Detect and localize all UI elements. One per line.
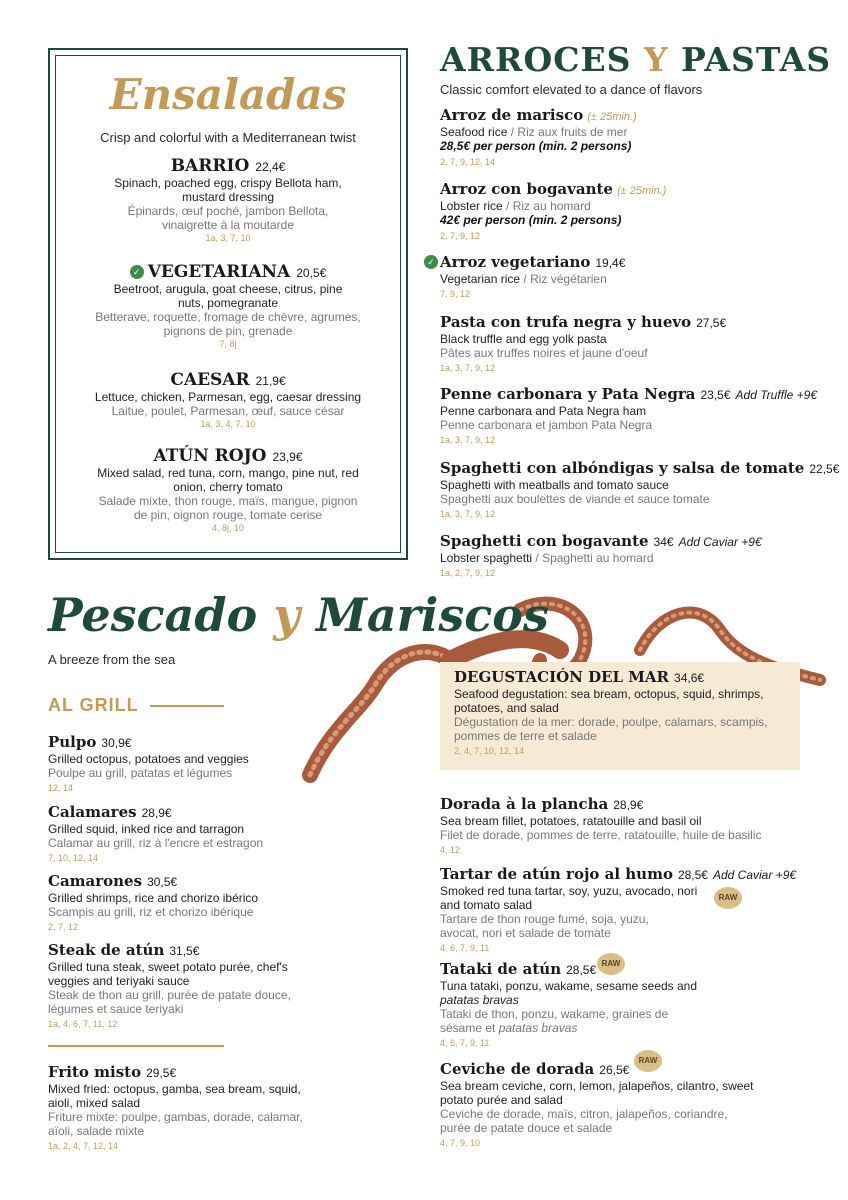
item-name: CAESAR xyxy=(170,370,250,390)
item-allergens: 4, 6, 7, 9, 11 xyxy=(440,943,490,953)
item-allergens: 1a, 3, 7, 10 xyxy=(205,233,251,243)
item-price: 28,9€ xyxy=(141,806,172,820)
pescado-subtitle: A breeze from the sea xyxy=(48,652,176,667)
item-note: (± 25min.) xyxy=(587,111,637,123)
item-description-en: Seafood rice xyxy=(440,125,508,139)
item-price: 20,5€ xyxy=(296,266,327,280)
grill-heading: AL GRILL xyxy=(48,695,139,715)
grill-heading-rule xyxy=(150,705,224,707)
item-name: Camarones xyxy=(48,872,143,890)
item-description-fr: Spaghetti au homard xyxy=(542,551,654,565)
item-allergens: 4, 7, 9, 10 xyxy=(440,1138,481,1148)
item-price: 28,5€ xyxy=(677,868,708,882)
tentacle-left xyxy=(310,652,450,775)
item-description-fr: Épinards, œuf poché, jambon Bellota, vinaigrette à la moutarde xyxy=(127,204,329,232)
menu-item-arroz-bogavante xyxy=(440,180,820,243)
menu-item-penne-carbonara xyxy=(440,385,840,447)
ensaladas-inner-frame xyxy=(55,55,401,553)
item-price: 30,9€ xyxy=(101,736,132,750)
item-description-en: Beetroot, arugula, goat cheese, citrus, pine nuts, pomegranate xyxy=(113,282,343,310)
menu-item-camarones xyxy=(48,872,318,934)
item-description-en: Grilled squid, inked rice and tarragon xyxy=(48,822,245,836)
item-description-fr: Penne carbonara et jambon Pata Negra xyxy=(440,418,653,432)
item-allergens: 12, 14 xyxy=(48,783,74,793)
item-name: Penne carbonara y Pata Negra xyxy=(440,385,696,403)
item-description-fr: Riz aux fruits de mer xyxy=(517,125,628,139)
item-description-fr: Spaghetti aux boulettes de viande et sauce tomate xyxy=(440,492,710,506)
menu-item-arroz-vegetariano xyxy=(424,253,824,301)
ensaladas-section xyxy=(48,48,408,560)
item-price: 27,5€ xyxy=(696,316,727,330)
item-description-en: Tuna tataki, ponzu, wakame, sesame seeds and xyxy=(440,979,698,993)
item-description-en: Penne carbonara and Pata Negra ham xyxy=(440,404,647,418)
separator: / xyxy=(532,551,543,565)
menu-item-degustacion xyxy=(454,668,784,758)
menu-item-spaghetti-bogavante xyxy=(440,532,840,580)
separator: / xyxy=(520,272,531,286)
menu-item-spaghetti-albondigas xyxy=(440,459,840,521)
item-price: 23,5€ xyxy=(700,388,731,402)
item-allergens: 1a, 3, 4, 7, 10 xyxy=(200,419,256,429)
item-allergens: 1a, 3, 7, 9, 12 xyxy=(440,509,496,519)
pescado-title-y: y xyxy=(273,588,300,642)
item-allergens: 2, 7, 12 xyxy=(48,922,79,932)
item-description-fr: Riz au homard xyxy=(512,199,591,213)
vegetarian-icon: ✓ xyxy=(130,265,144,279)
item-allergens: 1a, 3, 7, 9, 12 xyxy=(440,363,496,373)
item-name: DEGUSTACIÓN DEL MAR xyxy=(454,668,670,686)
item-description-fr: Dégustation de la mer: dorade, poulpe, calamars, scampis, pommes de terre et salade xyxy=(454,715,768,743)
item-name: Tataki de atún xyxy=(440,960,562,978)
separator: / xyxy=(507,125,518,139)
item-allergens: 1a, 4, 6, 7, 11, 12 xyxy=(48,1019,118,1029)
item-price: 31,5€ xyxy=(169,944,200,958)
arroces-title xyxy=(440,40,831,79)
item-description-fr: Betterave, roquette, fromage de chèvre, agrumes, pignons de pin, grenade xyxy=(95,310,361,338)
item-description-fr: Calamar au grill, riz à l'encre et estragon xyxy=(48,836,264,850)
item-name: ATÚN ROJO xyxy=(153,446,267,466)
item-allergens: 4, 6, 7, 9, 11 xyxy=(440,1038,490,1048)
item-name: Spaghetti con albóndigas y salsa de tomate xyxy=(440,459,805,477)
item-description-fr: Poulpe au grill, patatas et légumes xyxy=(48,766,233,780)
degustacion-box xyxy=(440,662,800,770)
menu-item-caesar xyxy=(66,370,390,431)
item-description-en: Spaghetti with meatballs and tomato sauce xyxy=(440,478,669,492)
item-name: Arroz con bogavante xyxy=(440,180,613,198)
pescado-title xyxy=(48,588,549,642)
arroces-subtitle: Classic comfort elevated to a dance of flavors xyxy=(440,82,703,97)
item-description-en: Grilled octopus, potatoes and veggies xyxy=(48,752,249,766)
menu-item-barrio xyxy=(66,156,390,245)
menu-item-dorada xyxy=(440,795,820,857)
item-price: 28,5€ xyxy=(566,963,597,977)
item-description-fr: Friture mixte: poulpe, gambas, dorade, calamar, aïoli, salade mixte xyxy=(48,1110,303,1138)
item-description-fr-italic: patatas bravas xyxy=(498,1021,578,1035)
item-name: VEGETARIANA xyxy=(147,262,291,282)
item-description-en: Grilled tuna steak, sweet potato purée, chef's veggies and teriyaki sauce xyxy=(48,960,288,988)
item-description-en: Seafood degustation: sea bream, octopus, squid, shrimps, potatoes, and salad xyxy=(454,687,764,715)
raw-badge: RAW xyxy=(597,953,625,975)
item-price: 23,9€ xyxy=(272,450,303,464)
menu-item-calamares xyxy=(48,803,318,865)
item-name: BARRIO xyxy=(170,156,250,176)
item-name: Pulpo xyxy=(48,733,97,751)
ensaladas-title: Ensaladas xyxy=(109,70,347,119)
item-allergens: 1a, 2, 4, 7, 12, 14 xyxy=(48,1141,119,1151)
item-price-note: 28,5€ per person (min. 2 persons) xyxy=(440,139,632,153)
item-description-en: Black truffle and egg yolk pasta xyxy=(440,332,607,346)
raw-badge: RAW xyxy=(714,887,742,909)
item-allergens: 4, 8j, 10 xyxy=(211,523,245,533)
item-description-en: Spinach, poached egg, crispy Bellota ham, mustard dressing xyxy=(114,176,342,204)
item-allergens: 7, 9, 12 xyxy=(440,289,471,299)
item-name: Arroz vegetariano xyxy=(440,253,591,271)
item-extra: Add Caviar +9€ xyxy=(678,535,762,549)
item-name: Pasta con trufa negra y huevo xyxy=(440,313,692,331)
separator: / xyxy=(502,199,513,213)
menu-item-tartar-atun xyxy=(440,865,820,955)
menu-item-atun-rojo xyxy=(66,446,390,535)
item-description-en: Smoked red tuna tartar, soy, yuzu, avocado, nori and tomato salad xyxy=(440,884,698,912)
item-extra: Add Truffle +9€ xyxy=(735,388,818,402)
menu-item-steak-atun xyxy=(48,941,298,1031)
menu-item-vegetariana xyxy=(66,262,390,351)
item-allergens: 7, 8j xyxy=(219,339,237,349)
item-allergens: 2, 7, 9, 12, 14 xyxy=(440,157,496,167)
item-price: 22,4€ xyxy=(255,160,286,174)
menu-item-pasta-trufa xyxy=(440,313,830,375)
item-description-en: Grilled shrimps, rice and chorizo ibérico xyxy=(48,891,259,905)
item-price: 21,9€ xyxy=(255,374,286,388)
pescado-title-part: Pescado xyxy=(48,588,258,642)
item-name: Dorada à la plancha xyxy=(440,795,609,813)
menu-item-arroz-marisco xyxy=(440,106,820,169)
item-name: Calamares xyxy=(48,803,137,821)
item-description-fr: Tartare de thon rouge fumé, soja, yuzu, avocat, nori et salade de tomate xyxy=(440,912,649,940)
item-description-fr: Riz végétarien xyxy=(530,272,607,286)
item-price: 29,5€ xyxy=(146,1066,177,1080)
item-description-fr: Pâtes aux truffes noires et jaune d'oeuf xyxy=(440,346,648,360)
item-name: Spaghetti con bogavante xyxy=(440,532,649,550)
item-allergens: 2, 4, 7, 10, 12, 14 xyxy=(454,746,525,756)
frito-divider xyxy=(48,1045,224,1047)
item-note: (± 25min.) xyxy=(616,185,667,197)
item-allergens: 7, 10, 12, 14 xyxy=(48,853,99,863)
item-description-en: Sea bream ceviche, corn, lemon, jalapeños, cilantro, sweet potato purée and salad xyxy=(440,1079,754,1107)
item-extra: Add Caviar +9€ xyxy=(712,868,797,882)
arroces-title-part: PASTAS xyxy=(668,40,832,79)
item-price: 30,5€ xyxy=(147,875,178,889)
item-description-en: Lobster spaghetti xyxy=(440,551,533,565)
arroces-title-y: Y xyxy=(643,40,669,79)
raw-badge: RAW xyxy=(634,1050,662,1072)
menu-item-frito-misto xyxy=(48,1063,303,1153)
item-description-en: Mixed fried: octopus, gamba, sea bream, squid, aioli, mixed salad xyxy=(48,1082,301,1110)
item-description-fr: Steak de thon au grill, purée de patate douce, légumes et sauce teriyaki xyxy=(48,988,291,1016)
item-description-en: Lobster rice xyxy=(440,199,503,213)
item-description-en: Sea bream fillet, potatoes, ratatouille and basil oil xyxy=(440,814,702,828)
item-name: Tartar de atún rojo al humo xyxy=(440,865,673,883)
item-price: 22,5€ xyxy=(809,462,840,476)
item-price: 19,4€ xyxy=(595,256,626,270)
item-description-en-italic: patatas bravas xyxy=(440,993,519,1007)
item-description-fr: Scampis au grill, riz et chorizo ibérique xyxy=(48,905,254,919)
item-price-note: 42€ per person (min. 2 persons) xyxy=(440,213,622,227)
item-price: 26,5€ xyxy=(599,1063,630,1077)
item-description-fr: Tataki de thon, ponzu, wakame, graines de sésame et xyxy=(440,1007,669,1035)
item-name: Frito misto xyxy=(48,1063,142,1081)
item-allergens: 2, 7, 9, 12 xyxy=(440,231,481,241)
item-description-fr: Ceviche de dorade, maïs, citron, jalapeños, coriandre, purée de patate douce et salade xyxy=(440,1107,728,1135)
item-name: Steak de atún xyxy=(48,941,165,959)
item-description-fr: Laitue, poulet, Parmesan, œuf, sauce césar xyxy=(111,404,345,418)
item-allergens: 1a, 3, 7, 9, 12 xyxy=(440,435,496,445)
item-description-en: Mixed salad, red tuna, corn, mango, pine nut, red onion, cherry tomato xyxy=(97,466,359,494)
item-name: Ceviche de dorada xyxy=(440,1060,595,1078)
item-description-en: Vegetarian rice xyxy=(440,272,521,286)
item-price: 28,9€ xyxy=(613,798,644,812)
menu-item-ceviche xyxy=(440,1060,820,1150)
item-description-fr: Salade mixte, thon rouge, maïs, mangue, pignon de pin, oignon rouge, tomate cerise xyxy=(98,494,358,522)
menu-item-tataki-atun xyxy=(440,960,820,1050)
item-allergens: 4, 12 xyxy=(440,845,461,855)
menu-item-pulpo xyxy=(48,733,318,795)
item-description-en: Lettuce, chicken, Parmesan, egg, caesar dressing xyxy=(94,390,362,404)
item-description-fr: Filet de dorade, pommes de terre, ratatouille, huile de basilic xyxy=(440,828,762,842)
item-allergens: 1a, 2, 7, 9, 12 xyxy=(440,568,496,578)
arroces-title-part: ARROCES xyxy=(440,40,644,79)
item-price: 34€ xyxy=(653,535,674,549)
item-name: Arroz de marisco xyxy=(440,106,584,124)
pescado-title-part: Mariscos xyxy=(315,588,549,642)
ensaladas-subtitle: Crisp and colorful with a Mediterranean twist xyxy=(100,130,356,145)
item-price: 34,6€ xyxy=(674,671,705,685)
vegetarian-icon: ✓ xyxy=(424,255,438,269)
